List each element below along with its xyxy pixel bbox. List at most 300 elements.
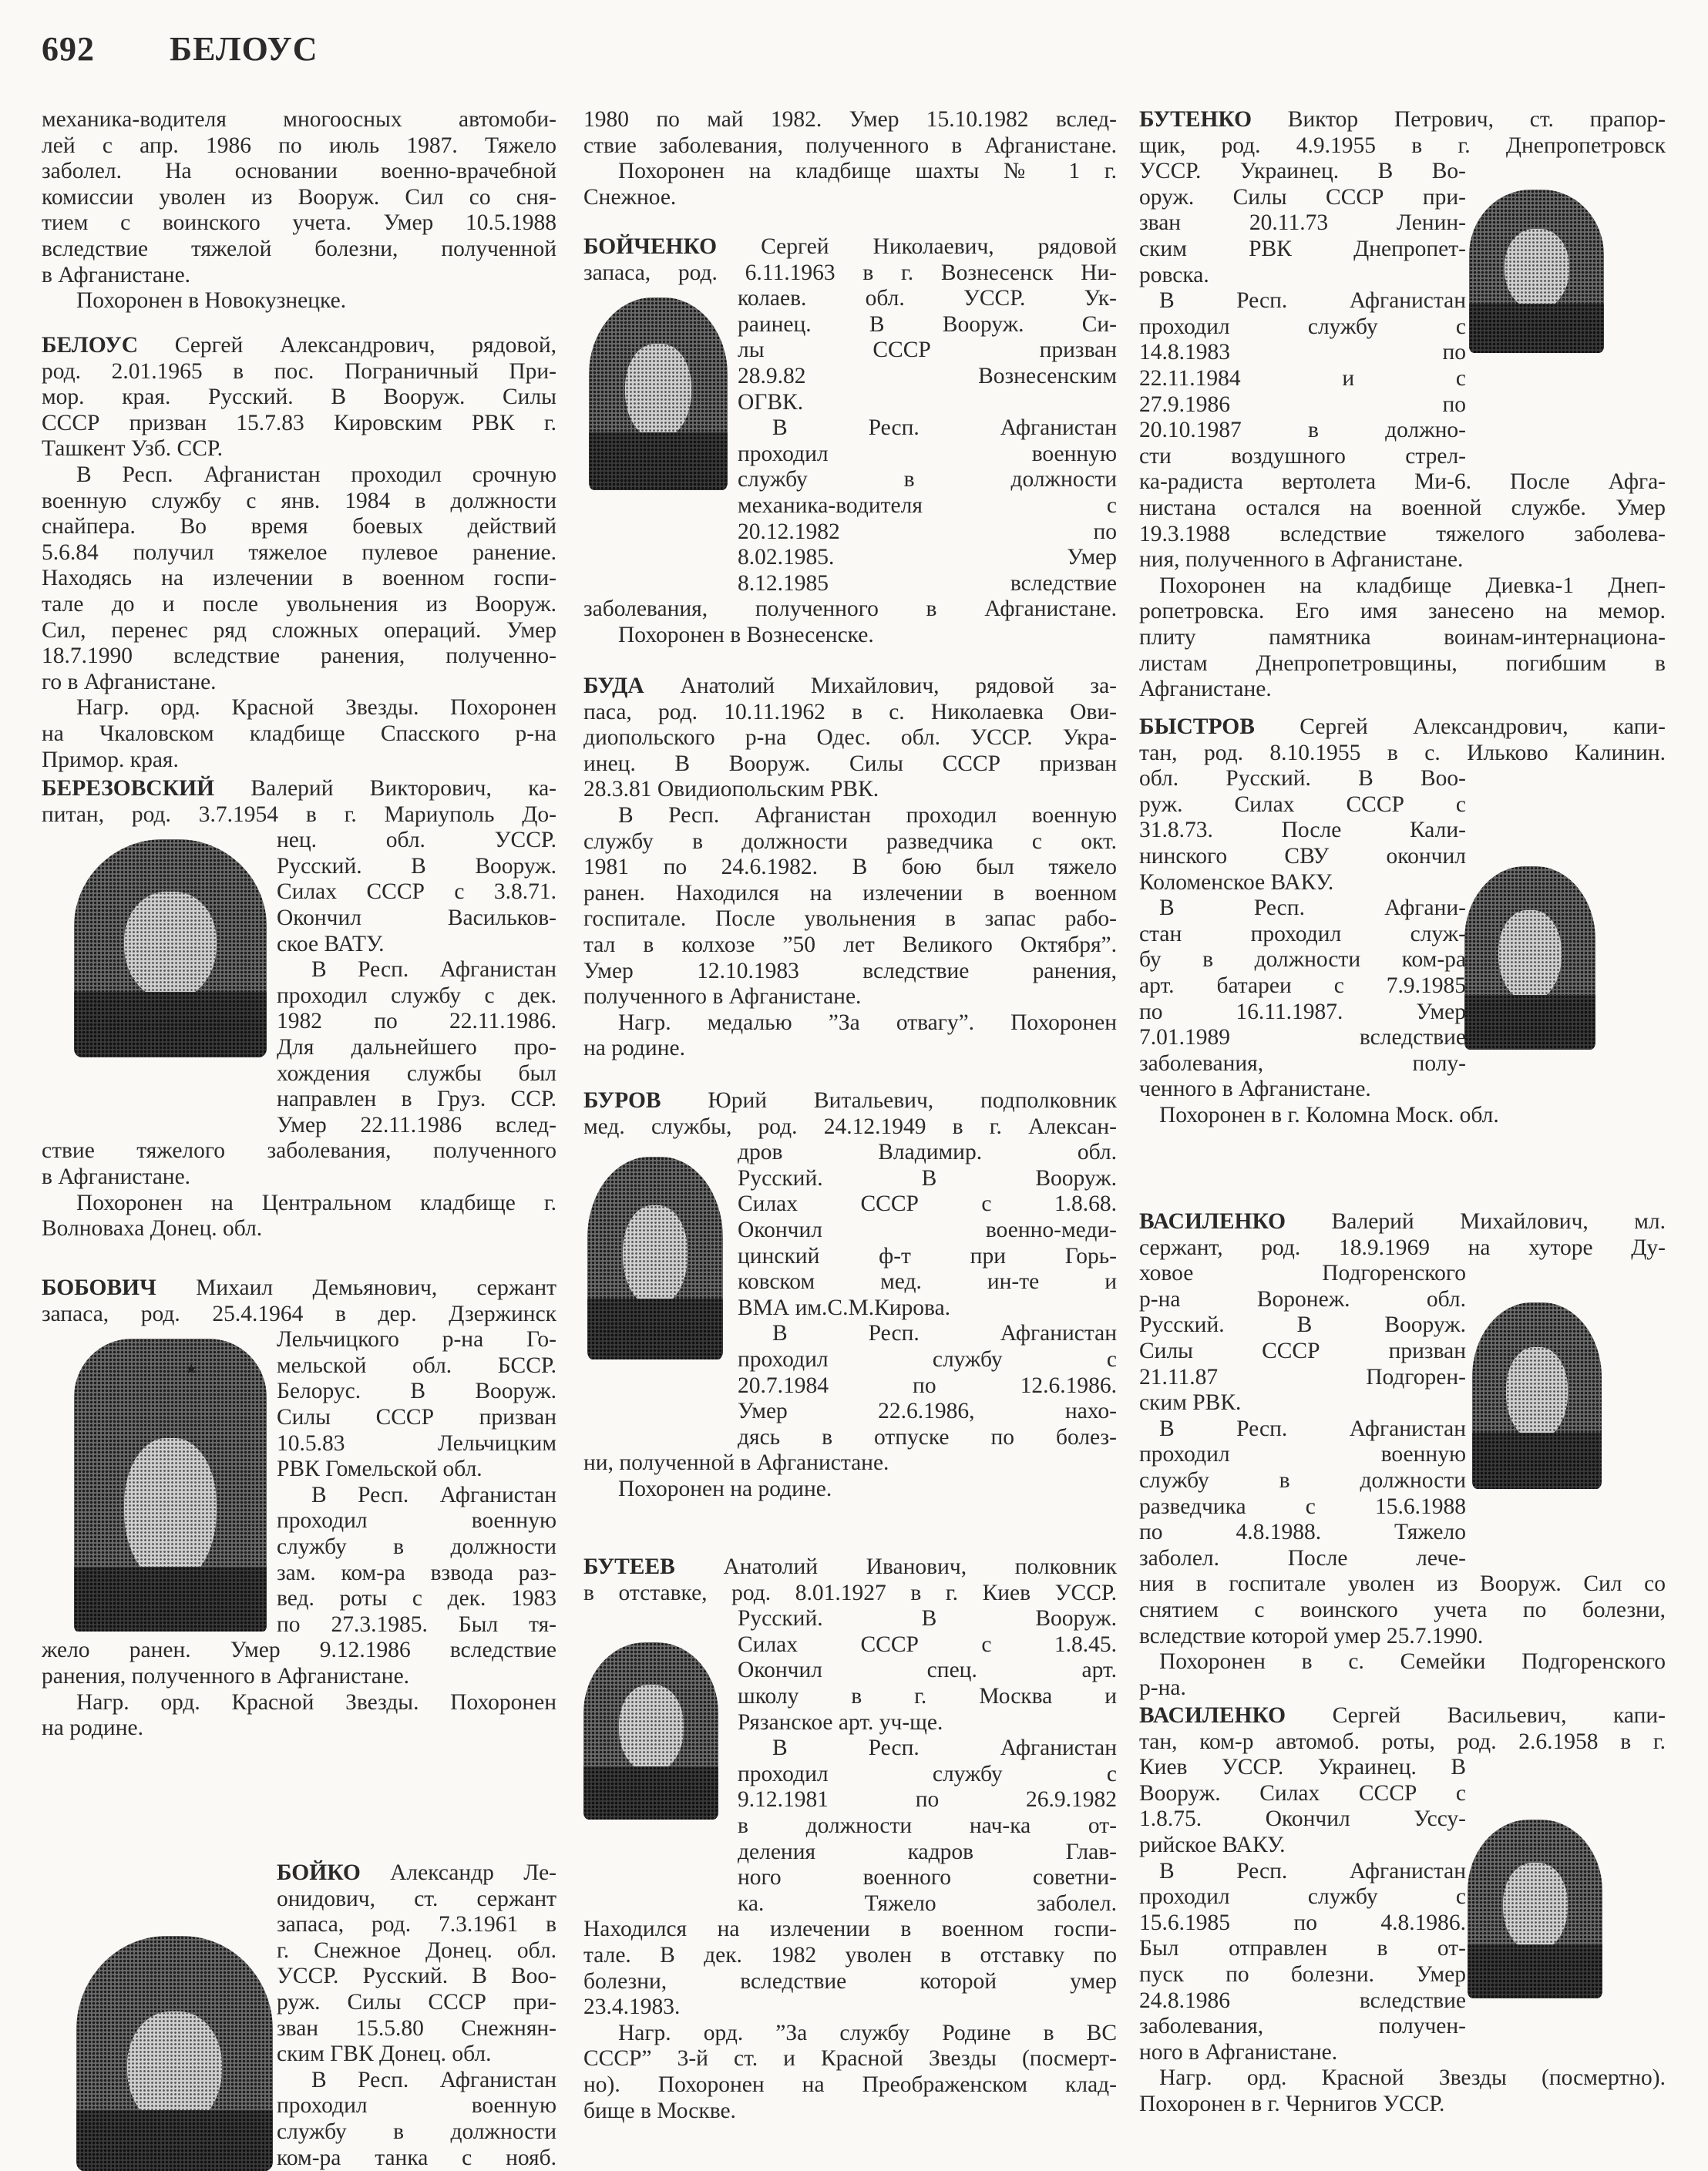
entry-surname: БОЙЧЕНКО [583,234,718,259]
text-line-content: проходил военную [1139,1442,1466,1467]
text-line [738,1295,1117,1321]
text-line-content: заболел. На основании военно-врачебной [42,159,556,184]
text-line-content: УССР. Русский. В Воо- [277,1964,556,1989]
text-line-content: ного военного советни- [738,1865,1117,1890]
text-line-content: снайпера. Во время боевых действий [42,514,556,539]
text-line [738,389,1117,415]
text-line-content: дров Владимир. обл. [738,1140,1117,1165]
text-line [738,1890,1117,1917]
text-line-content: запаса, род. 25.4.1964 в дер. Дзержинск [42,1301,556,1326]
text-line-content: стан проходил служ- [1139,921,1466,946]
text-line-content: Похоронен в Новокузнецке. [76,288,347,314]
text-line [42,262,556,288]
text-line [1139,210,1466,236]
text-line-content: Похоронен на родине. [618,1477,832,1501]
text-line [1139,392,1466,418]
text-line-content: В Респ. Афганистан [772,1321,1117,1346]
text-line [1139,469,1666,495]
text-line-content: 9.12.1981 по 26.9.1982 [738,1787,1117,1813]
text-line-content: Русский. В Вооруж. [738,1606,1117,1632]
text-line [42,1663,556,1689]
text-line [76,1689,556,1716]
text-line-content: Юрий Витальевич, подполковник [661,1088,1117,1113]
text-line [618,2020,1117,2046]
text-line [1139,417,1466,443]
text-line-content: паса, род. 10.11.1962 в с. Николаевка Ови- [583,699,1117,724]
text-line [1139,2091,1666,2117]
text-line-content: Русский. В Вооруж. [738,1165,1117,1191]
portrait-photo-bobovich [74,1339,267,1632]
text-line [1139,158,1466,184]
page-number: 692 [42,30,95,68]
text-line [277,1860,556,1886]
text-line [42,384,556,410]
text-line-content: Силах СССР с 1.8.45. [738,1632,1117,1657]
text-line-content: 7.01.1989 вследствие [1139,1025,1466,1050]
text-line-content: вед. роты с дек. 1983 [277,1586,556,1611]
text-line [42,1637,556,1663]
text-line-content: род. 2.01.1965 в пос. Пограничный При- [42,358,556,384]
text-line [277,2119,556,2145]
text-line-content: пуск по болезни. Умер [1139,1962,1466,1987]
text-line-content: проходил службу с [1139,1884,1466,1910]
text-line [1139,2013,1466,2039]
text-line-content: заболевания, получен- [1139,2014,1466,2039]
text-line [1139,1286,1466,1312]
text-line [1139,1208,1666,1235]
text-line [738,337,1117,363]
text-line [277,1989,556,2015]
text-line [583,1968,1117,1995]
text-line-content: ропетровска. Его имя занесено на мемор. [1139,599,1666,624]
text-line [1139,314,1466,340]
text-line-content: Михаил Демьянович, сержант [156,1275,556,1300]
text-line-content: сержант, род. 18.9.1969 на хуторе Ду- [1139,1235,1666,1260]
text-line [618,1010,1117,1036]
text-line-content: Анатолий Михайлович, рядовой за- [644,674,1117,698]
text-line-content: по 4.8.1988. Тяжело [1139,1520,1466,1545]
text-line-content: зам. ком-ра взвода раз- [277,1560,556,1585]
text-line [1139,714,1666,740]
text-line [277,1585,556,1611]
running-head-word: БЕЛОУС [170,30,318,68]
text-line-content: рийское ВАКУ. [1139,1833,1286,1857]
text-line [311,956,556,983]
text-line-content: нец. обл. УССР. [277,828,556,853]
text-line-content: ченного в Афганистане. [1139,1077,1371,1102]
text-line [1159,1102,1666,1128]
text-line [738,519,1117,545]
text-line-content: колаев. обл. УССР. Ук- [738,286,1117,311]
text-line-content: ствие тяжелого заболевания, полученного [42,1138,556,1164]
text-line-content: Силах СССР с 1.8.68. [738,1191,1117,1217]
text-line [42,210,556,236]
text-line-content: Похоронен на кладбище шахты № 1 г. [618,159,1117,184]
text-line [583,724,1117,751]
text-line [1139,946,1466,973]
text-line [277,1534,556,1560]
text-line [1139,1338,1466,1364]
text-line [311,2067,556,2093]
text-line [738,1424,1117,1450]
text-line [583,234,1117,260]
text-line [42,669,556,695]
text-line [42,643,556,669]
text-line [42,513,556,539]
text-line [1159,1648,1666,1675]
text-line [1139,1702,1666,1729]
text-line-content: хождения службы был [277,1060,556,1086]
text-line-content: снятием с воинского учета по болезни, [1139,1598,1666,1622]
entry-surname: БЕРЕЗОВСКИЙ [42,776,215,801]
text-line-content: лей с апр. 1986 по июль 1987. Тяжело [42,133,556,158]
text-line [42,488,556,514]
text-line-content: В Респ. Афганистан [311,1482,556,1507]
text-line [618,158,1117,184]
entry-surname: БУРОВ [583,1088,661,1113]
text-line-content: Нагр. орд. Красной Звезды. Похоронен [76,1689,556,1715]
text-line [277,2092,556,2119]
text-line [277,1112,556,1138]
text-line-content: на Чкаловском кладбище Спасского р-на [42,721,556,746]
text-line [1139,1754,1466,1780]
text-line-content: 15.6.1985 по 4.8.1986. [1139,1910,1466,1935]
text-line-content: Умер 12.10.1983 вследствие ранения, [583,958,1117,983]
text-line-content: р-на. [1139,1675,1186,1700]
text-line [583,880,1117,906]
text-line-content: ного в Афганистане. [1139,2039,1338,2065]
text-line-content: 28.9.82 Вознесенским [738,364,1117,388]
text-line-content: Коломенское ВАКУ. [1139,869,1334,895]
text-line [1159,895,1466,921]
text-line [583,828,1117,855]
text-line [738,1761,1117,1787]
text-line [1139,1050,1466,1077]
text-line-content: вследствие которой умер 25.7.1990. [1139,1623,1484,1648]
text-line [1139,843,1466,869]
text-line [1139,869,1666,896]
text-line [42,184,556,210]
text-line [1139,521,1666,547]
text-line [277,983,556,1009]
text-line [277,1937,556,1964]
text-line-content: СССР призван 15.7.83 Кировским РВК г. [42,410,556,435]
text-line [738,1813,1117,1839]
text-line [42,358,556,385]
text-line-content: Лельчицкого р-на Го- [277,1327,556,1353]
text-line [277,1086,556,1112]
entry-surname: БЕЛОУС [42,333,139,358]
text-line [583,2072,1117,2098]
text-line [277,2041,556,2067]
text-line [1139,1312,1466,1338]
text-line [583,1554,1117,1580]
text-line-content: 5.6.84 получил тяжелое пулевое ранение. [42,539,556,565]
text-line [42,410,556,436]
text-line-content: В Респ. Афганистан [311,957,556,983]
text-line-content: тале. В дек. 1982 уволен в отставку по [583,1943,1117,1968]
text-line-content: по 16.11.1987. Умер [1139,999,1466,1024]
text-line-content: Снежное. [583,184,677,210]
text-line-content: Сергей Васильевич, капи- [1286,1703,1666,1728]
text-line [1139,1988,1466,2014]
text-line-content: вследствие тяжелой болезни, полученной [42,237,556,261]
text-line-content: тием с воинского учета. Умер 10.5.1988 [42,210,556,236]
text-line-content: ком-ра танка с нояб. [277,2145,556,2170]
text-line-content: тан, ком-р автомоб. роты, род. 2.6.1958 в г. [1139,1729,1666,1754]
text-line [738,1709,1117,1736]
text-line-content: деления кадров Глав- [738,1839,1117,1864]
text-line [1139,2039,1666,2065]
text-line [277,1404,556,1430]
text-line-content: но). Похоронен на Преображенском клад- [583,2072,1117,2097]
text-line [583,1450,1117,1476]
text-line [583,133,1117,159]
text-line [76,287,556,314]
text-line [738,1683,1117,1709]
text-line-content: ранен. Находился на излечении в военном [583,880,1117,906]
text-line-content: бу в должности ком-ра [1139,947,1466,973]
text-line [1139,1571,1666,1597]
text-line [1139,999,1466,1025]
text-line-content: плиту памятника воинам-интернациона- [1139,625,1666,650]
text-line [738,1165,1117,1191]
text-line-content: Похоронен на Центральном кладбище г. [76,1190,556,1215]
text-line [1139,546,1666,573]
text-line-content: В Респ. Афганистан [772,415,1117,441]
text-line-content: Окончил Васильков- [277,906,556,930]
portrait-photo-boichenko [589,297,728,490]
text-line [1139,1935,1466,1961]
text-line [583,1994,1117,2020]
text-line-content: 21.11.87 Подгорен- [1139,1364,1466,1390]
portrait-photo-buteev [583,1642,718,1820]
text-line [738,1269,1117,1295]
text-line-content: ранения, полученного в Афганистане. [42,1664,410,1689]
text-line-content: по 27.3.1985. Был тя- [277,1611,556,1637]
text-line-content: руж. Силы СССР при- [277,1990,556,2015]
text-line-content: в отставке, род. 8.01.1927 в г. Киев УССР. [583,1580,1117,1605]
entry-surname: ВАСИЛЕНКО [1139,1703,1286,1728]
text-line [277,1008,556,1034]
text-line [42,747,556,773]
text-line-content: ствие заболевания, полученного в Афганистане. [583,133,1117,158]
text-line-content: нистана остался на военной службе. Умер [1139,496,1666,520]
text-line-content: жело ранен. Умер 9.12.1986 вследствие [42,1638,556,1663]
text-line-content: 31.8.73. После Кали- [1139,818,1466,843]
text-line-content: Сергей Александрович, капи- [1254,714,1666,739]
text-line [1139,1780,1466,1806]
text-line-content: ВМА им.С.М.Кирова. [738,1295,951,1320]
text-line-content: 8.02.1985. Умер [738,545,1117,570]
text-line [738,363,1117,389]
text-line-content: Волноваха Донец. обл. [42,1216,263,1242]
text-line-content: В Респ. Афганистан [311,2067,556,2092]
text-line-content: 14.8.1983 по [1139,340,1466,365]
text-line-content: лы СССР призван [738,338,1117,363]
text-line [738,570,1117,597]
text-line [42,332,556,358]
text-line-content: проходил службу с [738,1347,1117,1372]
text-line-content: Был отправлен в от- [1139,1936,1466,1961]
text-line-content: нинского СВУ окончил [1139,844,1466,869]
text-line-content: заболевания, полученного в Афганистане. [583,597,1117,622]
text-line [42,617,556,644]
text-line-content: проходил службу с дек. [277,983,556,1008]
text-line [738,1243,1117,1269]
text-line [1139,1260,1466,1286]
text-line-content: 28.3.81 Овидиопольским РВК. [583,777,879,802]
text-line-content: запаса, род. 7.3.1961 в [277,1912,556,1937]
text-line-content: в Афганистане. [42,1164,191,1189]
text-line-content: проходил военную [277,1508,556,1534]
text-line-content: ОГВК. [738,389,804,415]
text-line [277,1353,556,1379]
text-line [1139,740,1666,766]
text-line [76,462,556,488]
text-line [583,1035,1117,1061]
text-line-content: ское ВАТУ. [277,931,385,956]
text-line [277,1507,556,1534]
text-line [1139,443,1466,469]
text-line [1139,1729,1666,1755]
text-line [277,1456,556,1482]
text-line [277,1963,556,1989]
text-line-content: УССР. Украинец. В Во- [1139,159,1466,184]
text-line-content: мор. края. Русский. В Вооруж. Силы [42,385,556,410]
text-line-content: Сергей Николаевич, рядовой [717,234,1117,259]
text-line-content: Александр Ле- [360,1860,556,1885]
text-line [42,721,556,747]
text-line [1139,1910,1466,1936]
text-line-content: заболел. После лече- [1139,1545,1466,1571]
text-line [738,1191,1117,1217]
text-line [42,565,556,591]
text-line-content: го в Афганистане. [42,669,217,694]
text-line [583,932,1117,958]
text-line [583,958,1117,984]
text-line [76,1190,556,1216]
text-line-content: раинец. В Вооруж. Си- [738,311,1117,337]
text-line-content: госпитале. После увольнения в запас рабо- [583,906,1117,932]
text-line [1139,624,1666,650]
text-line [772,1320,1117,1346]
text-line [583,596,1117,622]
text-line [738,441,1117,467]
text-line [738,311,1117,338]
text-line-content: питан, род. 3.7.1954 в г. Мариуполь До- [42,802,556,827]
text-line-content: мед. службы, род. 24.12.1949 в г. Алексан- [583,1114,1117,1139]
text-line [42,435,556,462]
text-line [583,1916,1117,1942]
text-line-content: Белорус. В Вооруж. [277,1379,556,1404]
text-line [1159,573,1666,599]
text-line [583,2045,1117,2072]
text-line-content: Нагр. орд. ”За службу Родине в ВС [618,2020,1117,2045]
text-line-content: Силах СССР с 3.8.71. [277,879,556,905]
text-line-content: Для дальнейшего про- [277,1035,556,1060]
text-line-content: школу в г. Москва и [738,1684,1117,1709]
text-line-content: Похоронен в с. Семейки Подгоренского [1159,1649,1666,1675]
text-line [1139,921,1466,947]
text-line-content: г. Снежное Донец. обл. [277,1937,556,1963]
text-line [618,802,1117,828]
text-line-content: инец. В Вооруж. Силы СССР призван [583,751,1117,776]
text-line [311,1482,556,1508]
text-line [738,1398,1117,1424]
text-line-content: Виктор Петрович, ст. прапор- [1252,107,1666,132]
text-line [1139,650,1666,677]
text-line [1139,184,1466,210]
text-line [277,1886,556,1912]
entry-surname: БОЙКО [277,1860,361,1885]
text-line-content: службу в должности [738,467,1117,492]
text-line [42,1301,556,1327]
text-line-content: Нагр. орд. Красной Звезды (посмертно). [1159,2065,1666,2091]
text-line [772,415,1117,441]
text-line [583,184,1117,210]
text-line [583,699,1117,725]
text-line [738,1786,1117,1813]
text-line [1139,133,1666,159]
text-line-content: 19.3.1988 вследствие тяжелого заболева- [1139,521,1666,546]
text-line-content: Киев УССР. Украинец. В [1139,1755,1466,1780]
text-line [738,1373,1117,1399]
text-line [1159,1858,1466,1884]
entry-surname: БОБОВИЧ [42,1275,156,1300]
text-line [1139,1519,1466,1545]
text-line-content: Похоронен в Вознесенске. [618,623,874,647]
text-line-content: зван 20.11.73 Ленин- [1139,210,1466,236]
text-line-content: В Респ. Афганистан проходил срочную [76,462,556,487]
text-line [583,1114,1117,1140]
text-line [277,1560,556,1586]
text-line [1139,1441,1466,1467]
text-line [1139,791,1466,818]
text-line [618,622,1117,648]
text-line-content: сти воздушного стрел- [1139,443,1466,469]
text-line [1139,1832,1666,1858]
text-line-content: листам Днепропетровщины, погибшим в [1139,650,1666,676]
entry-surname: БУТЕНКО [1139,107,1252,132]
text-line [1139,1884,1466,1910]
text-line [583,751,1117,777]
text-line [738,285,1117,311]
text-line-content: ния, полученного в Афганистане. [1139,547,1464,573]
text-line-content: Находился на излечении в военном госпи- [583,1917,1117,1942]
text-line-content: 1981 по 24.6.1982. В бою был тяжело [583,855,1117,880]
text-line-content: Умер 22.11.1986 вслед- [277,1112,556,1138]
text-line-content: Умер 22.6.1986, нахо- [738,1399,1117,1424]
text-line-content: Окончил военно-меди- [738,1218,1117,1242]
text-line [277,853,556,879]
text-line [738,1605,1117,1632]
text-line [738,1864,1117,1890]
text-line [583,106,1117,133]
text-line [42,1215,556,1242]
text-line [1139,339,1466,365]
text-line-content: 24.8.1986 вследствие [1139,1988,1466,2013]
text-line [618,1476,1117,1502]
text-line [583,1580,1117,1606]
text-line-content: щик, род. 4.9.1955 в г. Днепропетровск [1139,133,1666,158]
text-line [738,492,1117,519]
text-line-content: ским ГВК Донец. обл. [277,2042,492,2067]
text-line-content: цинский ф-т при Горь- [738,1243,1117,1269]
text-line [1139,765,1466,791]
text-line-content: Похоронен в г. Коломна Моск. обл. [1159,1103,1499,1128]
text-line-content: тал в колхозе ”50 лет Великого Октября”. [583,933,1117,957]
